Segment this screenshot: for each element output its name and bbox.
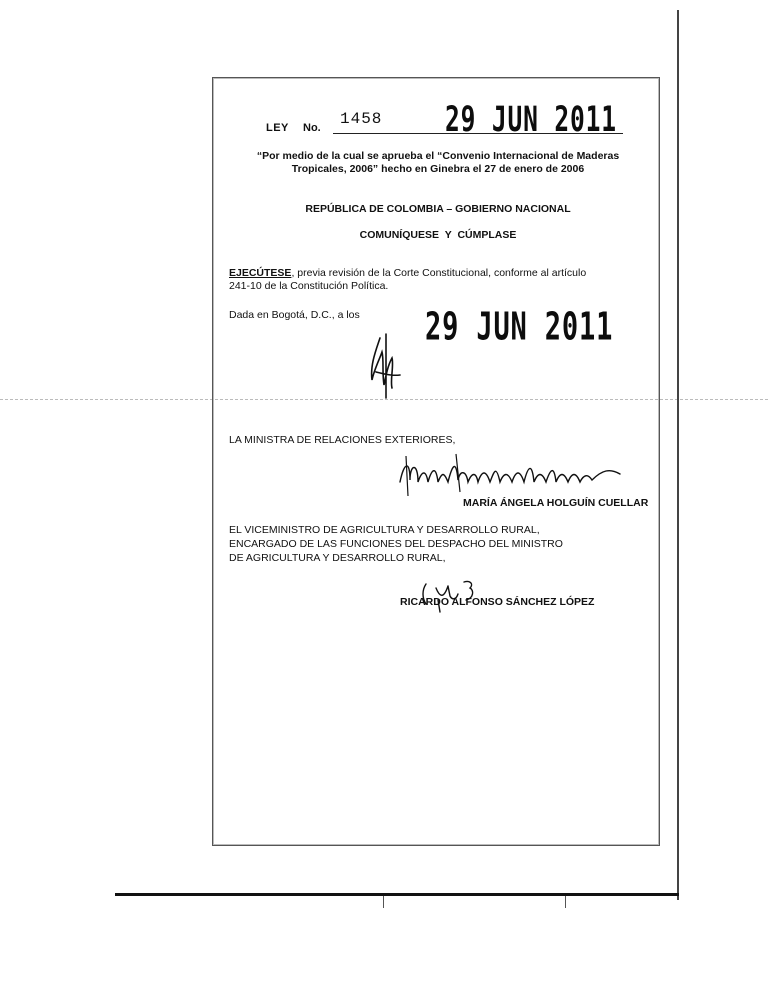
scan-tick-mark <box>383 896 384 908</box>
vice-minister-title: DE AGRICULTURA Y DESARROLLO RURAL, <box>229 552 446 564</box>
ejecutese-paragraph-line2: 241-10 de la Constitución Política. <box>229 280 389 292</box>
law-title-line: “Por medio de la cual se aprueba el “Convenio Internacional de Maderas <box>256 150 620 162</box>
minister-title: LA MINISTRA DE RELACIONES EXTERIORES, <box>229 434 456 446</box>
date-stamp-dada: 29 JUN 2011 <box>425 304 614 349</box>
dada-en-bogota: Dada en Bogotá, D.C., a los <box>229 309 360 321</box>
ejecutese-text: , previa revisión de la Corte Constitucional, conforme al artículo <box>291 267 587 279</box>
scan-tick-mark <box>565 896 566 908</box>
vice-minister-signature <box>418 574 488 614</box>
minister-name: MARÍA ÁNGELA HOLGUÍN CUELLAR <box>463 497 649 509</box>
date-stamp-header: 29 JUN 2011 <box>445 100 617 141</box>
vice-minister-title: EL VICEMINISTRO DE AGRICULTURA Y DESARROLLO RURAL, <box>229 524 540 536</box>
ley-label: LEY <box>266 122 289 134</box>
ejecutese-word: EJECÚTESE <box>229 267 292 279</box>
law-number: 1458 <box>340 110 383 128</box>
vice-minister-name: RICARDO ALFONSO SÁNCHEZ LÓPEZ <box>400 596 595 608</box>
ejecutese-paragraph <box>229 267 586 280</box>
page-bottom-rule <box>115 893 679 896</box>
republic-heading: REPÚBLICA DE COLOMBIA – GOBIERNO NACIONAL <box>305 203 571 215</box>
comuniquese-heading: COMUNÍQUESE Y CÚMPLASE <box>359 229 517 241</box>
law-title <box>222 150 654 176</box>
minister-signature <box>396 452 626 500</box>
law-title-line: Tropicales, 2006” hecho en Ginebra el 27 de enero de 2006 <box>291 163 585 175</box>
ley-number-label: No. <box>303 122 321 134</box>
page-edge-rule <box>677 10 679 900</box>
president-signature <box>362 330 412 400</box>
vice-minister-title: ENCARGADO DE LAS FUNCIONES DEL DESPACHO DEL MINISTRO <box>229 538 563 550</box>
